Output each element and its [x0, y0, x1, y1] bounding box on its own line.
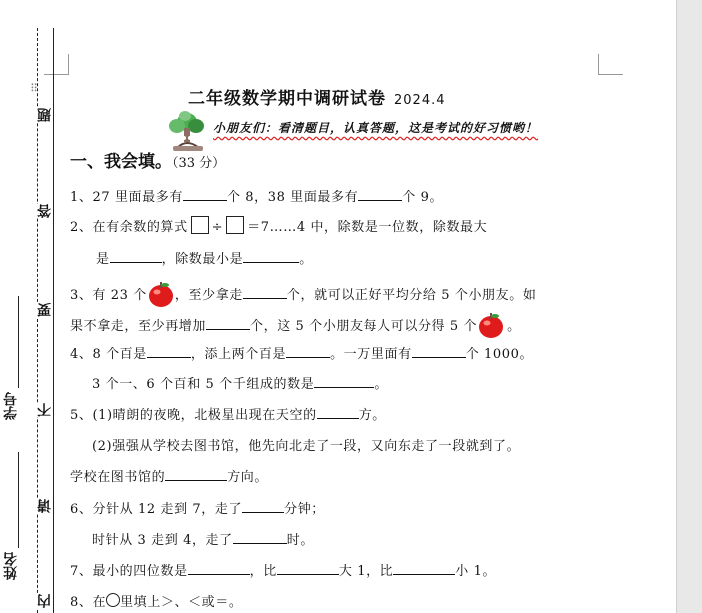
- q3-text-d: 果不拿走，至少再增加: [70, 319, 207, 334]
- q7-blank-1[interactable]: [188, 561, 250, 575]
- q3-blank-1[interactable]: [243, 285, 287, 299]
- q3-text-a: 3、有 23 个: [70, 288, 147, 303]
- question-2: [70, 216, 487, 235]
- question-3: [70, 280, 536, 308]
- question-2-cont: [96, 248, 313, 267]
- q7-blank-2[interactable]: [277, 561, 339, 575]
- q6-text-a: 6、分针从 12 走到 7，走了: [70, 502, 243, 517]
- q4-text-b: ，添上两个百是: [190, 347, 287, 362]
- q2-text-e: ，除数最小是: [161, 252, 244, 267]
- q3-period: 。: [507, 319, 521, 334]
- q5-text-b: 方。: [358, 408, 386, 423]
- q7-blank-3[interactable]: [393, 561, 455, 575]
- q4-blank-2[interactable]: [286, 344, 330, 358]
- section-score: （33 分）: [172, 156, 226, 171]
- q3-text-c: 个，就可以正好平均分给 5 个小朋友。如: [286, 288, 537, 303]
- exam-year: 2024.4: [394, 93, 446, 108]
- q4-text-a: 4、8 个百是: [70, 347, 147, 362]
- seal-char-3: 要: [37, 303, 53, 317]
- q4-text-c: 。一万里面有: [330, 347, 412, 362]
- q2-blank-min[interactable]: [243, 249, 299, 263]
- question-6: [70, 498, 325, 517]
- q1-text-c: 个 9。: [402, 190, 444, 205]
- section-heading-text: 一、我会填。: [70, 152, 172, 172]
- question-5: [70, 404, 386, 423]
- q8-text-b: 里填上＞、＜或＝。: [120, 595, 243, 610]
- crop-mark-top-right: [598, 54, 623, 75]
- q4-blank-3[interactable]: [412, 344, 466, 358]
- q1-blank-1[interactable]: [183, 187, 227, 201]
- crop-mark-top-left: [44, 54, 69, 75]
- q4-blank-1[interactable]: [147, 344, 191, 358]
- q6-text-c: 时针从 3 走到 4，走了: [92, 533, 233, 548]
- q2-text-a: 2、在有余数的算式: [70, 220, 188, 235]
- exam-title-text: 二年级数学期中调研试卷: [188, 89, 386, 109]
- q1-blank-2[interactable]: [358, 187, 402, 201]
- q7-text-d: 小 1。: [455, 564, 497, 579]
- q6-blank-1[interactable]: [242, 499, 284, 513]
- q2-blank-max[interactable]: [110, 249, 162, 263]
- q8-text-a: 8、在: [70, 595, 107, 610]
- question-5-part-2: [92, 435, 520, 454]
- exam-title: [188, 84, 446, 109]
- q5-blank-2[interactable]: [165, 467, 227, 481]
- question-6-cont: [92, 529, 314, 548]
- name-label: 姓名: [3, 552, 19, 580]
- q3-blank-2[interactable]: [206, 316, 250, 330]
- q6-blank-2[interactable]: [233, 530, 287, 544]
- question-5-cont: [70, 466, 268, 485]
- seal-char-5: 请: [37, 499, 53, 513]
- q5-text-c: (2)强强从学校去图书馆，他先向北走了一段，又向东走了一段就到了。: [92, 439, 521, 454]
- student-number-blank[interactable]: [18, 296, 19, 388]
- q2-box-dividend[interactable]: [191, 216, 209, 234]
- question-4-cont: [92, 373, 388, 392]
- name-blank[interactable]: [18, 452, 19, 548]
- q4-text-d: 个 1000。: [465, 347, 534, 362]
- q5-text-a: 5、(1)晴朗的夜晚，北极星出现在天空的: [70, 408, 317, 423]
- q7-text-a: 7、最小的四位数是: [70, 564, 188, 579]
- student-number-label: 学号: [3, 392, 19, 420]
- q7-text-b: ，比: [249, 564, 277, 579]
- q7-text-c: 大 1，比: [338, 564, 394, 579]
- q1-text-a: 1、27 里面最多有: [70, 190, 183, 205]
- q5-text-e: 方向。: [227, 470, 269, 485]
- q4-text-e: 3 个一、6 个百和 5 个千组成的数是: [92, 377, 315, 392]
- seal-char-6: 内: [37, 594, 53, 608]
- question-3-cont: [70, 311, 521, 339]
- q2-text-c: ＝7……4 中，除数是一位数，除数最大: [247, 220, 488, 235]
- section-heading: [70, 147, 225, 172]
- apple-icon: [147, 280, 175, 308]
- q3-text-e: 个，这 5 个小朋友每人可以分得 5 个: [250, 319, 478, 334]
- drag-handle-icon[interactable]: ⠿: [30, 82, 38, 95]
- q1-text-b: 个 8，38 里面最多有: [226, 190, 359, 205]
- seal-char-1: 题: [37, 108, 53, 122]
- exam-motto: 小朋友们：看清题目，认真答题，这是考试的好习惯哟！: [213, 121, 539, 135]
- apple-icon: [477, 311, 505, 339]
- question-7: [70, 560, 496, 579]
- q2-text-f: 。: [299, 252, 313, 267]
- q6-text-d: 时。: [286, 533, 314, 548]
- q4-text-f: 。: [374, 377, 388, 392]
- q6-text-b: 分钟；: [284, 502, 325, 517]
- question-1: [70, 186, 443, 205]
- q2-divide-sign: ÷: [211, 220, 224, 235]
- q5-blank-1[interactable]: [317, 405, 359, 419]
- seal-char-4: 不: [37, 403, 53, 417]
- q5-text-d: 学校在图书馆的: [70, 470, 166, 485]
- question-8: [70, 591, 242, 610]
- app-background-gutter: [676, 0, 702, 613]
- q2-box-divisor[interactable]: [226, 216, 244, 234]
- question-4: [70, 343, 533, 362]
- q4-blank-4[interactable]: [314, 374, 374, 388]
- q2-text-d: 是: [96, 252, 110, 267]
- q8-circle[interactable]: [106, 593, 120, 607]
- seal-char-2: 答: [37, 204, 53, 218]
- q3-text-b: ，至少拿走: [174, 288, 243, 303]
